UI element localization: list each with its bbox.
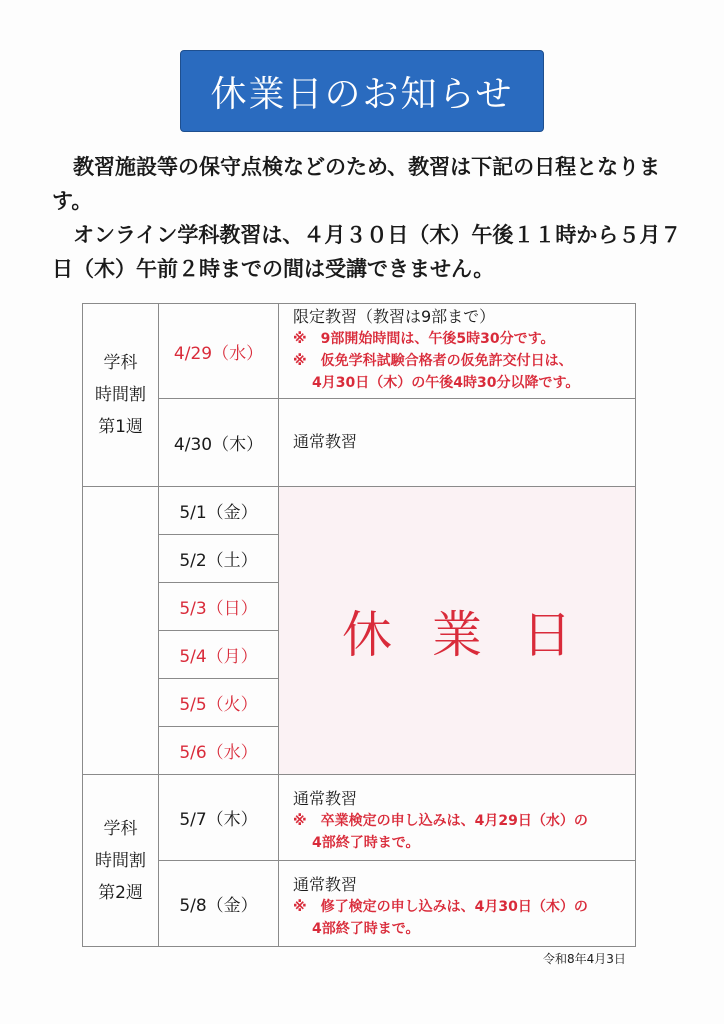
table-row bbox=[83, 775, 636, 861]
intro-paragraph-2: オンライン学科教習は、４月３０日（木）午後１１時から５月７日（木）午前２時までの間は受講できません。 bbox=[52, 223, 682, 281]
week-label-line: 学科 bbox=[103, 818, 138, 839]
lesson-type: 限定教習（教習は9部まで） bbox=[293, 307, 496, 326]
date-cell: 4/30（木） bbox=[159, 399, 279, 487]
note-line: 4部終了時まで。 bbox=[312, 834, 420, 851]
table-row bbox=[83, 487, 636, 535]
table-row bbox=[83, 861, 636, 947]
week-label-line: 時間割 bbox=[95, 385, 146, 405]
issue-date: 令和8年4月3日 bbox=[543, 952, 626, 966]
week2-label bbox=[83, 775, 159, 947]
week-label-line: 第2週 bbox=[98, 882, 143, 903]
note-line: ※ 卒業検定の申し込みは、4月29日（水）の bbox=[293, 812, 588, 829]
notice-title: 休業日のお知らせ bbox=[180, 50, 544, 132]
table-row bbox=[83, 399, 636, 487]
date-cell: 5/2（土） bbox=[159, 535, 279, 583]
note-line: ※ 9部開始時間は、午後5時30分です。 bbox=[293, 331, 555, 347]
date-cell: 5/4（月） bbox=[159, 631, 279, 679]
week-label-line: 時間割 bbox=[95, 850, 146, 871]
table-row bbox=[83, 304, 636, 399]
description-cell bbox=[279, 861, 636, 947]
note bbox=[293, 810, 625, 854]
description-cell bbox=[279, 399, 636, 487]
week-label-line: 第1週 bbox=[98, 417, 143, 437]
week1-label bbox=[83, 304, 159, 487]
note bbox=[293, 328, 625, 394]
intro-paragraph-1: 教習施設等の保守点検などのため、教習は下記の日程となります。 bbox=[52, 155, 661, 213]
schedule-table bbox=[82, 303, 636, 947]
lesson-type: 通常教習 bbox=[293, 788, 358, 808]
holiday-label: 休業日 bbox=[279, 487, 636, 775]
holiday-label-empty bbox=[83, 487, 159, 775]
note bbox=[293, 896, 625, 940]
date-cell: 5/5（火） bbox=[159, 679, 279, 727]
date-cell: 5/7（木） bbox=[159, 775, 279, 861]
lesson-type: 通常教習 bbox=[293, 431, 358, 451]
week-label-line: 学科 bbox=[103, 353, 138, 373]
note-line: 4部終了時まで。 bbox=[312, 920, 420, 937]
description-cell bbox=[279, 775, 636, 861]
date-cell: 5/8（金） bbox=[159, 861, 279, 947]
date-cell: 5/3（日） bbox=[159, 583, 279, 631]
lesson-type: 通常教習 bbox=[293, 874, 358, 894]
note-line: ※ 修了検定の申し込みは、4月30日（木）の bbox=[293, 898, 588, 915]
date-cell: 4/29（水） bbox=[159, 304, 279, 399]
date-cell: 5/6（水） bbox=[159, 727, 279, 775]
date-cell: 5/1（金） bbox=[159, 487, 279, 535]
intro-text bbox=[52, 150, 692, 286]
note-line: ※ 仮免学科試験合格者の仮免許交付日は、 bbox=[293, 353, 573, 369]
note-line: 4月30日（木）の午後4時30分以降です。 bbox=[312, 375, 580, 391]
description-cell bbox=[279, 304, 636, 399]
